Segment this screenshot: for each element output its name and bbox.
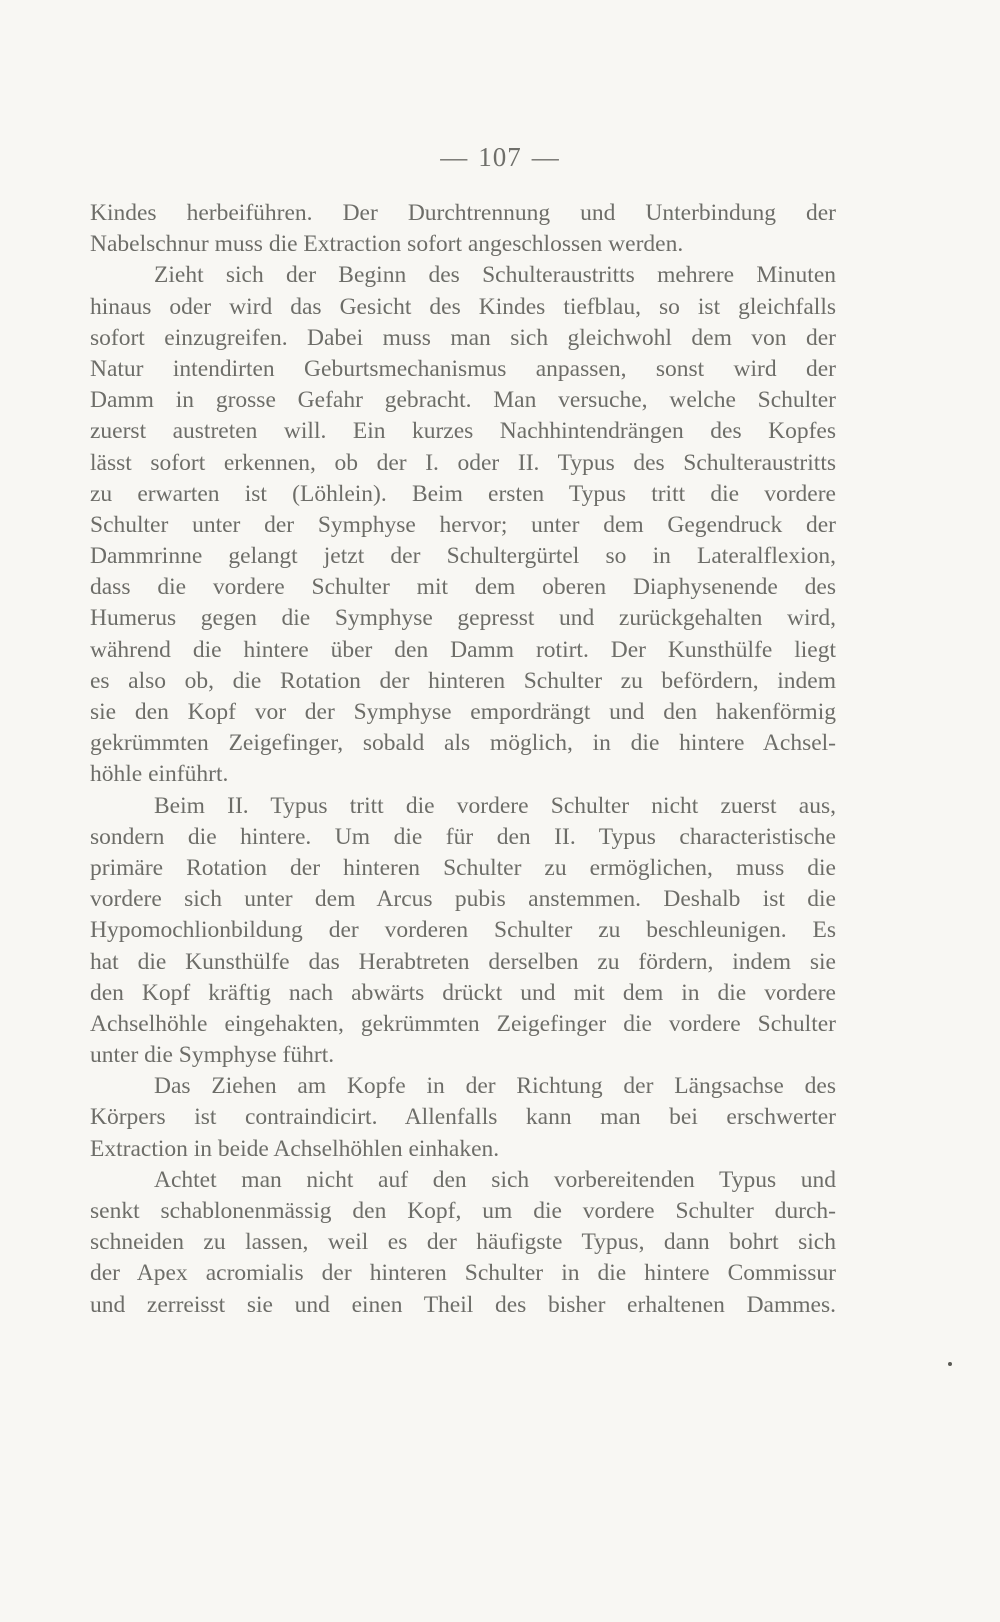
text-line: senkt schablonenmässig den Kopf, um die vordere Schulter durch- <box>90 1198 836 1224</box>
text-line: und zerreisst sie und einen Theil des bisher erhaltenen Dammes. <box>90 1291 836 1318</box>
text-line: während die hintere über den Damm rotirt. Der Kunsthülfe liegt <box>90 636 836 663</box>
paragraph-2 <box>90 260 836 790</box>
text-line: gekrümmten Zeigefinger, sobald als möglich, in die hintere Achsel- <box>90 730 836 757</box>
text-line: unter die Symphyse führt. <box>90 1042 335 1069</box>
text-line: Achselhöhle eingehakten, gekrümmten Zeigefinger die vordere Schulter <box>90 1010 836 1037</box>
paragraph-4 <box>90 1071 836 1165</box>
header-dash-right: — <box>531 142 560 172</box>
text-line: sofort einzugreifen. Dabei muss man sich gleichwohl dem von der <box>90 324 836 351</box>
text-line: dass die vordere Schulter mit dem oberen Diaphysenende des <box>90 574 836 601</box>
text-line: Damm in grosse Gefahr gebracht. Man versuche, welche Schulter <box>90 387 836 414</box>
text-line: Dammrinne gelangt jetzt der Schultergürtel so in Lateralflexion, <box>90 543 836 570</box>
text-line: primäre Rotation der hinteren Schulter zu ermöglichen, muss die <box>90 854 836 881</box>
text-line: schneiden zu lassen, weil es der häufigste Typus, dann bohrt sich <box>90 1229 836 1256</box>
page-number: 107 <box>478 142 522 172</box>
paragraph-5 <box>90 1165 836 1321</box>
text-line: der Apex acromialis der hinteren Schulter in die hintere Commissur <box>90 1260 836 1287</box>
text-line: den Kopf kräftig nach abwärts drückt und mit dem in die vordere <box>90 979 836 1006</box>
header-dash-left: — <box>440 142 469 172</box>
ink-speck <box>948 1362 952 1366</box>
text-line: lässt sofort erkennen, ob der I. oder II. Typus des Schulteraustritts <box>90 449 836 476</box>
paragraph-3 <box>90 791 836 1072</box>
text-line: zu erwarten ist (Löhlein). Beim ersten Typus tritt die vordere <box>90 480 836 507</box>
text-line: Natur intendirten Geburtsmechanismus anpassen, sonst wird der <box>90 355 836 382</box>
text-line: vordere sich unter dem Arcus pubis anstemmen. Deshalb ist die <box>90 886 836 913</box>
text-line: es also ob, die Rotation der hinteren Schulter zu befördern, indem <box>90 667 836 694</box>
text-line: Extraction in beide Achselhöhlen einhaken. <box>90 1135 500 1162</box>
text-line: hinaus oder wird das Gesicht des Kindes tiefblau, so ist gleichfalls <box>90 293 836 320</box>
text-line: sondern die hintere. Um die für den II. Typus characteristische <box>90 823 836 850</box>
text-line: Körpers ist contraindicirt. Allenfalls kann man bei erschwerter <box>90 1104 836 1131</box>
body-text <box>90 198 836 1321</box>
page-number-header <box>0 142 1000 173</box>
text-line: Das Ziehen am Kopfe in der Richtung der Längsachse des <box>154 1073 836 1100</box>
text-line: Achtet man nicht auf den sich vorbereitenden Typus und <box>154 1166 836 1193</box>
text-line: Schulter unter der Symphyse hervor; unter dem Gegendruck der <box>90 511 836 538</box>
text-line: Zieht sich der Beginn des Schulteraustritts mehrere Minuten <box>154 262 836 289</box>
text-line: Hypomochlionbildung der vorderen Schulter zu beschleunigen. Es <box>90 917 836 944</box>
text-line: zuerst austreten will. Ein kurzes Nachhintendrängen des Kopfes <box>90 418 836 445</box>
text-line: Nabelschnur muss die Extraction sofort angeschlossen werden. <box>90 231 684 258</box>
text-line: höhle einführt. <box>90 761 229 788</box>
text-line: Beim II. Typus tritt die vordere Schulter nicht zuerst aus, <box>154 792 836 819</box>
text-line: sie den Kopf vor der Symphyse empordrängt und den hakenförmig <box>90 699 836 725</box>
text-line: Humerus gegen die Symphyse gepresst und zurückgehalten wird, <box>90 605 836 632</box>
paragraph-1 <box>90 198 836 260</box>
text-line: Kindes herbeiführen. Der Durchtrennung und Unterbindung der <box>90 200 836 226</box>
text-line: hat die Kunsthülfe das Herabtreten derselben zu fördern, indem sie <box>90 948 836 975</box>
